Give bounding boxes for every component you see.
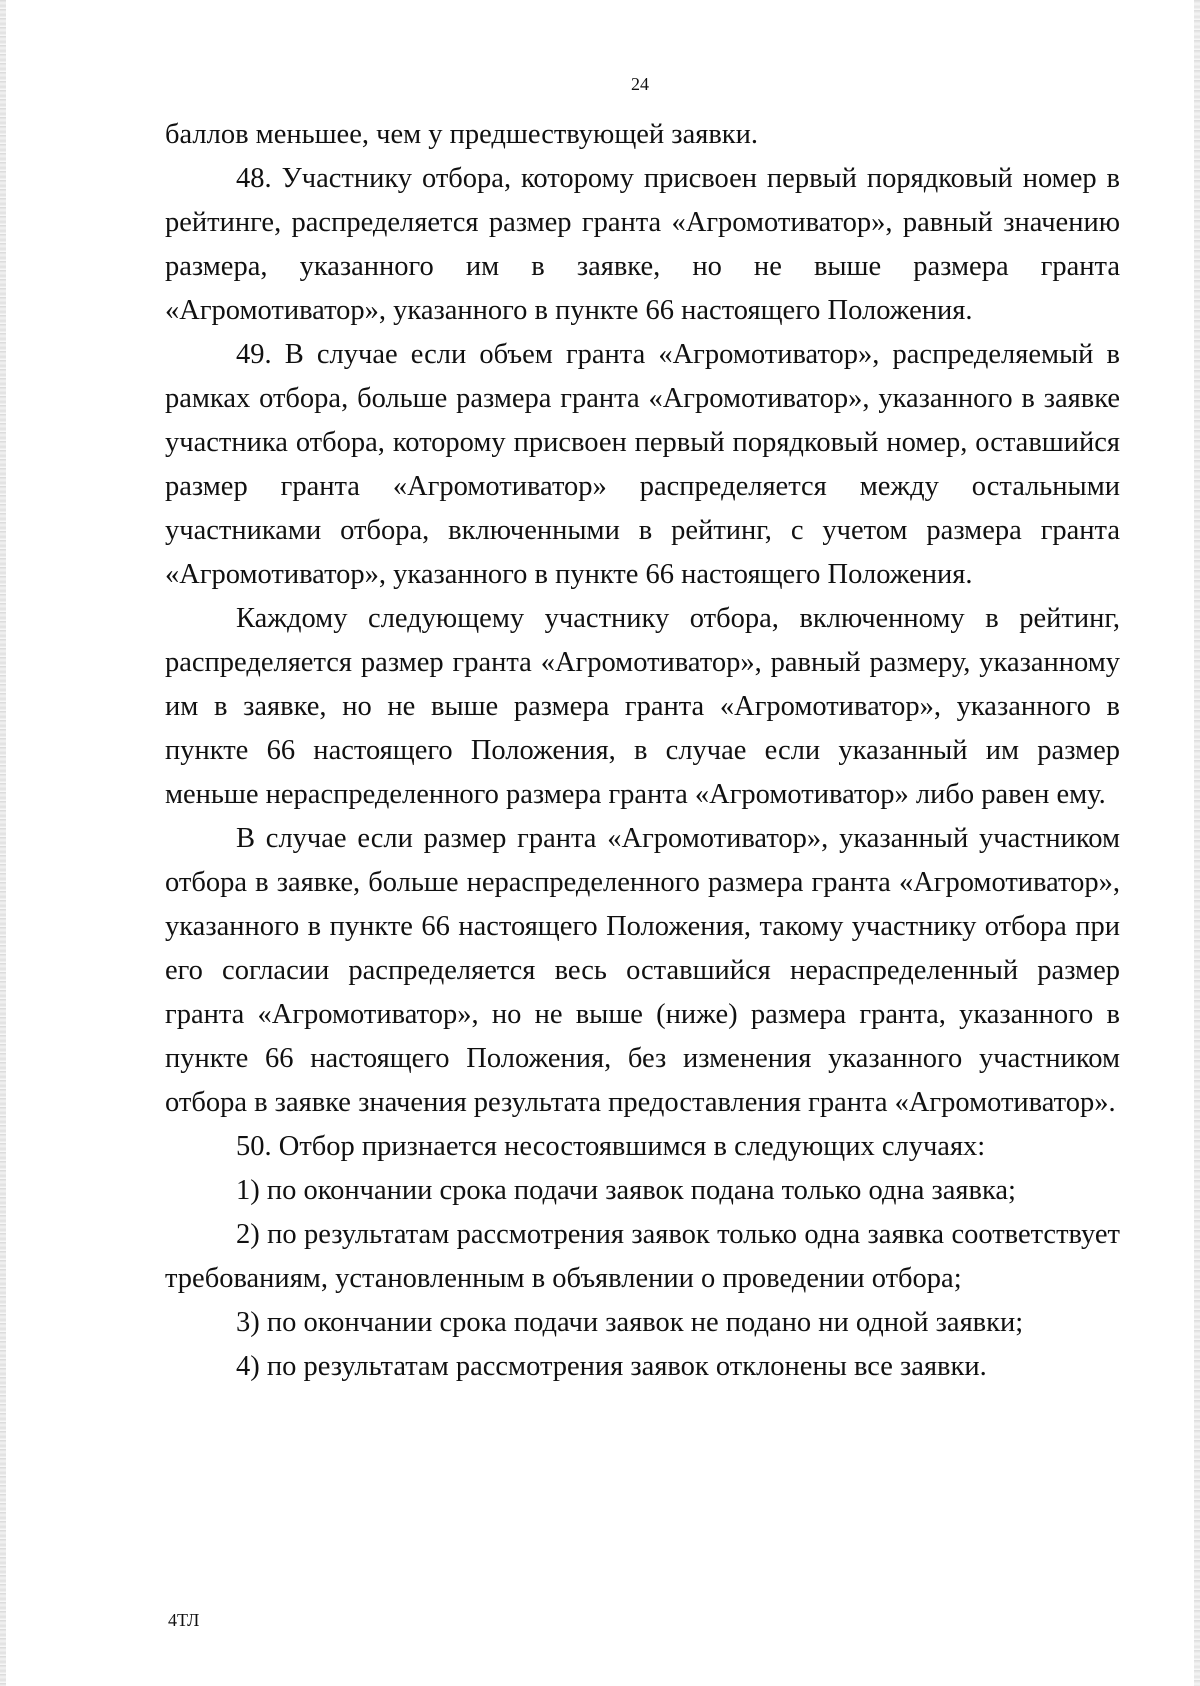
paragraph-48: 48. Участнику отбора, которому присвоен первый порядковый номер в рейтинге, распределяется размер гранта «Агромотиватор», равный значению размера, указанного им в заявке, но не выше размера гранта «Агромотиватор», указанного в пункте 66 настоящего Положения. (165, 163, 1120, 326)
paragraph-50: 50. Отбор признается несостоявшимся в следующих случаях: (236, 1131, 986, 1162)
paragraph-continuation: баллов меньшее, чем у предшествующей заявки. (165, 119, 759, 150)
scan-edge-left (0, 0, 6, 1686)
list-item-1: 1) по окончании срока подачи заявок подана только одна заявка; (236, 1175, 1016, 1206)
paragraph-49-next-participant: Каждому следующему участнику отбора, включенному в рейтинг, распределяется размер гранта «Агромотиватор», равный размеру, указанному им в заявке, но не выше размера гранта «Агромотиватор», указанного в пункте 66 настоящего Положения, в случае если указанный им размер меньше нераспределенного размера гранта «Агромотиватор» либо равен ему. (165, 603, 1120, 810)
footer-code: 4ТЛ (168, 1610, 200, 1630)
scan-edge-right (1194, 0, 1200, 1686)
list-item-2: 2) по результатам рассмотрения заявок только одна заявка соответствует требованиям, установленным в объявлении о проведении отбора; (165, 1219, 1120, 1294)
list-item-3: 3) по окончании срока подачи заявок не подано ни одной заявки; (236, 1307, 1024, 1338)
document-body (165, 113, 1120, 1389)
page-number: 24 (631, 74, 649, 94)
list-item-4: 4) по результатам рассмотрения заявок отклонены все заявки. (236, 1351, 987, 1382)
paragraph-49: 49. В случае если объем гранта «Агромотиватор», распределяемый в рамках отбора, больше размера гранта «Агромотиватор», указанного в заявке участника отбора, которому присвоен первый порядковый номер, оставшийся размер гранта «Агромотиватор» распределяется между остальными участниками отбора, включенными в рейтинг, с учетом размера гранта «Агромотиватор», указанного в пункте 66 настоящего Положения. (165, 339, 1120, 590)
paragraph-49-excess-case: В случае если размер гранта «Агромотиватор», указанный участником отбора в заявке, больше нераспределенного размера гранта «Агромотиватор», указанного в пункте 66 настоящего Положения, такому участнику отбора при его согласии распределяется весь оставшийся нераспределенный размер гранта «Агромотиватор», но не выше (ниже) размера гранта, указанного в пункте 66 настоящего Положения, без изменения указанного участником отбора в заявке значения результата предоставления гранта «Агромотиватор». (165, 823, 1120, 1118)
